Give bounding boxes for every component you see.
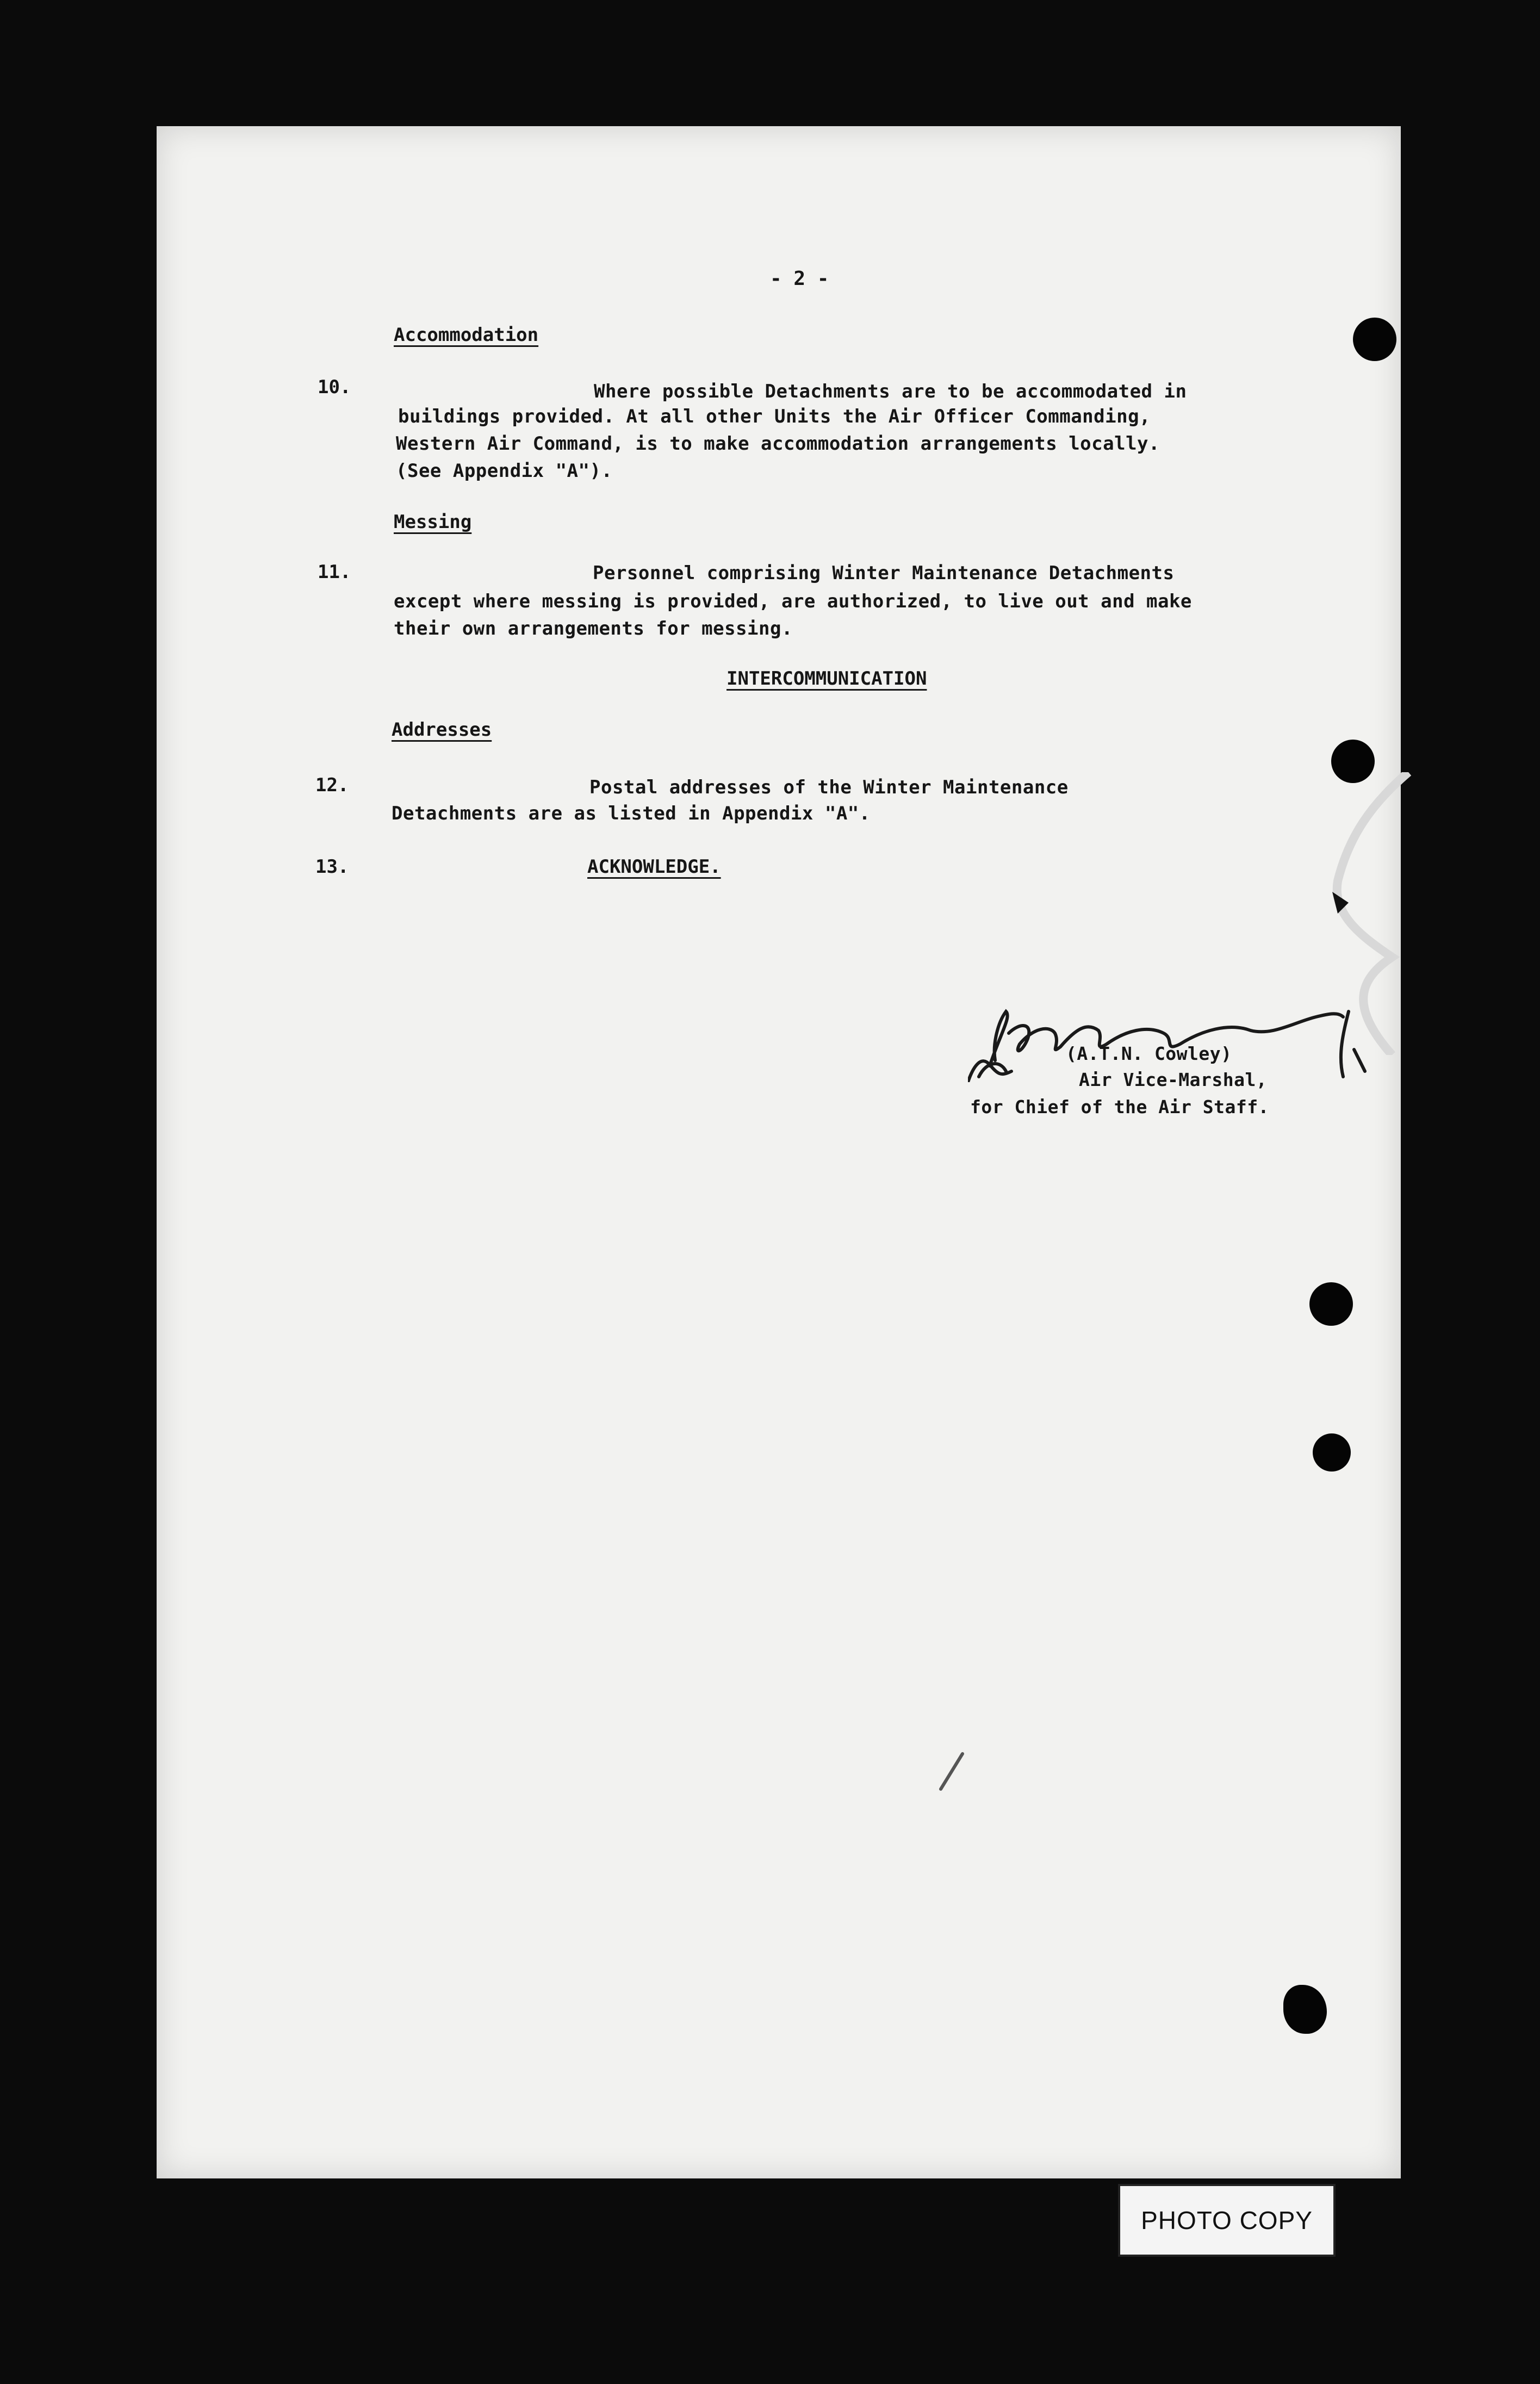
photocopy-stamp-text: PHOTO COPY bbox=[1141, 2206, 1313, 2234]
paragraph-11-line-1: Personnel comprising Winter Maintenance Detachments bbox=[593, 562, 1175, 584]
paper-fold-mark bbox=[1327, 772, 1414, 1055]
heading-addresses: Addresses bbox=[392, 719, 492, 741]
paragraph-number-13: 13. bbox=[315, 856, 349, 878]
paragraph-number-10: 10. bbox=[318, 376, 351, 398]
signatory-name: (A.T.N. Cowley) bbox=[1066, 1043, 1232, 1064]
heading-intercommunication: INTERCOMMUNICATION bbox=[726, 668, 927, 690]
signatory-title: for Chief of the Air Staff. bbox=[970, 1096, 1269, 1118]
paragraph-number-12: 12. bbox=[315, 774, 349, 796]
paragraph-12-line-2: Detachments are as listed in Appendix "A". bbox=[392, 803, 871, 824]
paragraph-10-line-4: (See Appendix "A"). bbox=[396, 460, 613, 482]
page-number: - 2 - bbox=[770, 268, 829, 290]
paragraph-11-line-3: their own arrangements for messing. bbox=[394, 618, 793, 640]
punch-hole bbox=[1309, 1282, 1353, 1326]
acknowledge-instruction: ACKNOWLEDGE. bbox=[587, 856, 721, 878]
pencil-mark bbox=[935, 1751, 968, 1795]
punch-hole bbox=[1353, 318, 1396, 361]
heading-accommodation: Accommodation bbox=[394, 324, 539, 346]
paragraph-11-line-2: except where messing is provided, are authorized, to live out and make bbox=[394, 591, 1192, 612]
paragraph-10-line-3: Western Air Command, is to make accommodation arrangements locally. bbox=[396, 433, 1160, 455]
paragraph-12-line-1: Postal addresses of the Winter Maintenance bbox=[589, 777, 1069, 798]
paragraph-number-11: 11. bbox=[318, 561, 351, 583]
photocopy-stamp bbox=[1118, 2184, 1336, 2257]
paragraph-10-line-1: Where possible Detachments are to be accommodated in bbox=[594, 381, 1187, 402]
punch-hole bbox=[1313, 1433, 1351, 1472]
heading-messing: Messing bbox=[394, 511, 472, 533]
signatory-rank: Air Vice-Marshal, bbox=[1079, 1069, 1268, 1090]
paragraph-10-line-2: buildings provided. At all other Units the Air Officer Commanding, bbox=[398, 406, 1151, 427]
